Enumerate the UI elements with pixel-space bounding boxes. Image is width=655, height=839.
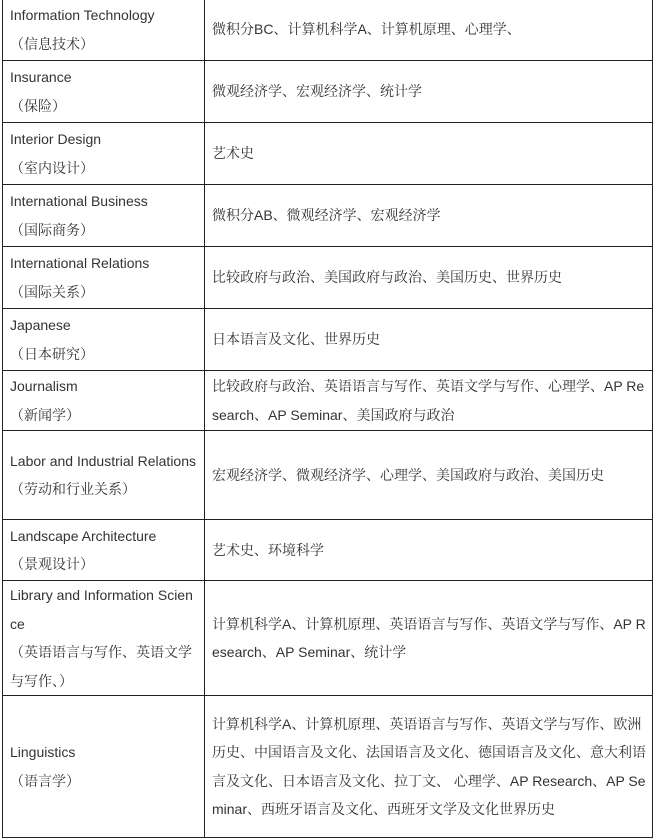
table-row — [3, 0, 653, 61]
major-english-name: International Business — [10, 193, 148, 209]
major-chinese-name: （英语语言与写作、英语文学与写作、） — [10, 644, 192, 689]
major-chinese-name: （国际商务） — [10, 221, 94, 238]
table-row — [3, 371, 653, 431]
major-english-name: Journalism — [10, 378, 78, 394]
major-cell — [3, 61, 205, 123]
major-english-name: Insurance — [10, 69, 72, 85]
major-cell — [3, 123, 205, 185]
recommended-courses-cell: 宏观经济学、微观经济学、心理学、美国政府与政治、美国历史 — [205, 431, 653, 520]
recommended-courses-cell: 比较政府与政治、英语语言与写作、英语文学与写作、心理学、AP Research、AP Seminar、美国政府与政治 — [205, 371, 653, 431]
major-cell — [3, 371, 205, 431]
recommended-courses-cell: 计算机科学A、计算机原理、英语语言与写作、英语文学与写作、欧洲历史、中国语言及文化、法国语言及文化、德国语言及文化、意大利语言及文化、日本语言及文化、拉丁文、 心理学、AP Research、AP Seminar、西班牙语言及文化、西班牙文学及文化世界历史 — [205, 696, 653, 838]
major-chinese-name: （国际关系） — [10, 283, 94, 300]
major-chinese-name: （日本研究） — [10, 345, 94, 362]
major-english-name: Labor and Industrial Relations — [10, 452, 197, 469]
major-cell — [3, 520, 205, 581]
table-row — [3, 581, 653, 696]
major-chinese-name: （室内设计） — [10, 159, 94, 176]
table-row — [3, 185, 653, 247]
table-row — [3, 431, 653, 520]
major-english-name: Library and Information Science — [10, 587, 193, 632]
major-chinese-name: （语言学） — [10, 772, 80, 789]
major-cell — [3, 247, 205, 309]
major-english-name: Japanese — [10, 317, 71, 333]
major-courses-table — [2, 0, 653, 838]
major-cell — [3, 581, 205, 696]
table-row — [3, 520, 653, 581]
recommended-courses-cell: 艺术史、环境科学 — [205, 520, 653, 581]
major-english-name: Information Technology — [10, 7, 155, 23]
major-english-name: Landscape Architecture — [10, 527, 157, 544]
major-chinese-name: （新闻学） — [10, 406, 80, 423]
table-row — [3, 123, 653, 185]
major-cell — [3, 185, 205, 247]
major-chinese-name: （景观设计） — [10, 556, 94, 572]
recommended-courses-cell: 微观经济学、宏观经济学、统计学 — [205, 61, 653, 123]
major-english-name: International Relations — [10, 255, 150, 271]
major-cell — [3, 431, 205, 520]
major-chinese-name: （保险） — [10, 97, 66, 114]
major-english-name: Interior Design — [10, 131, 102, 147]
recommended-courses-cell: 艺术史 — [205, 123, 653, 185]
major-cell — [3, 309, 205, 371]
recommended-courses-cell: 计算机科学A、计算机原理、英语语言与写作、英语文学与写作、AP Research、AP Seminar、统计学 — [205, 581, 653, 696]
major-chinese-name: （信息技术） — [10, 35, 94, 52]
major-cell — [3, 696, 205, 838]
recommended-courses-cell: 微积分AB、微观经济学、宏观经济学 — [205, 185, 653, 247]
major-cell — [3, 0, 205, 61]
table-row — [3, 247, 653, 309]
table-row — [3, 309, 653, 371]
major-english-name: Linguistics — [10, 744, 76, 760]
recommended-courses-cell: 比较政府与政治、美国政府与政治、美国历史、世界历史 — [205, 247, 653, 309]
major-chinese-name: （劳动和行业关系） — [10, 481, 136, 497]
recommended-courses-cell: 微积分BC、计算机科学A、计算机原理、心理学、 — [205, 0, 653, 61]
table-row — [3, 696, 653, 838]
recommended-courses-cell: 日本语言及文化、世界历史 — [205, 309, 653, 371]
table-row — [3, 61, 653, 123]
